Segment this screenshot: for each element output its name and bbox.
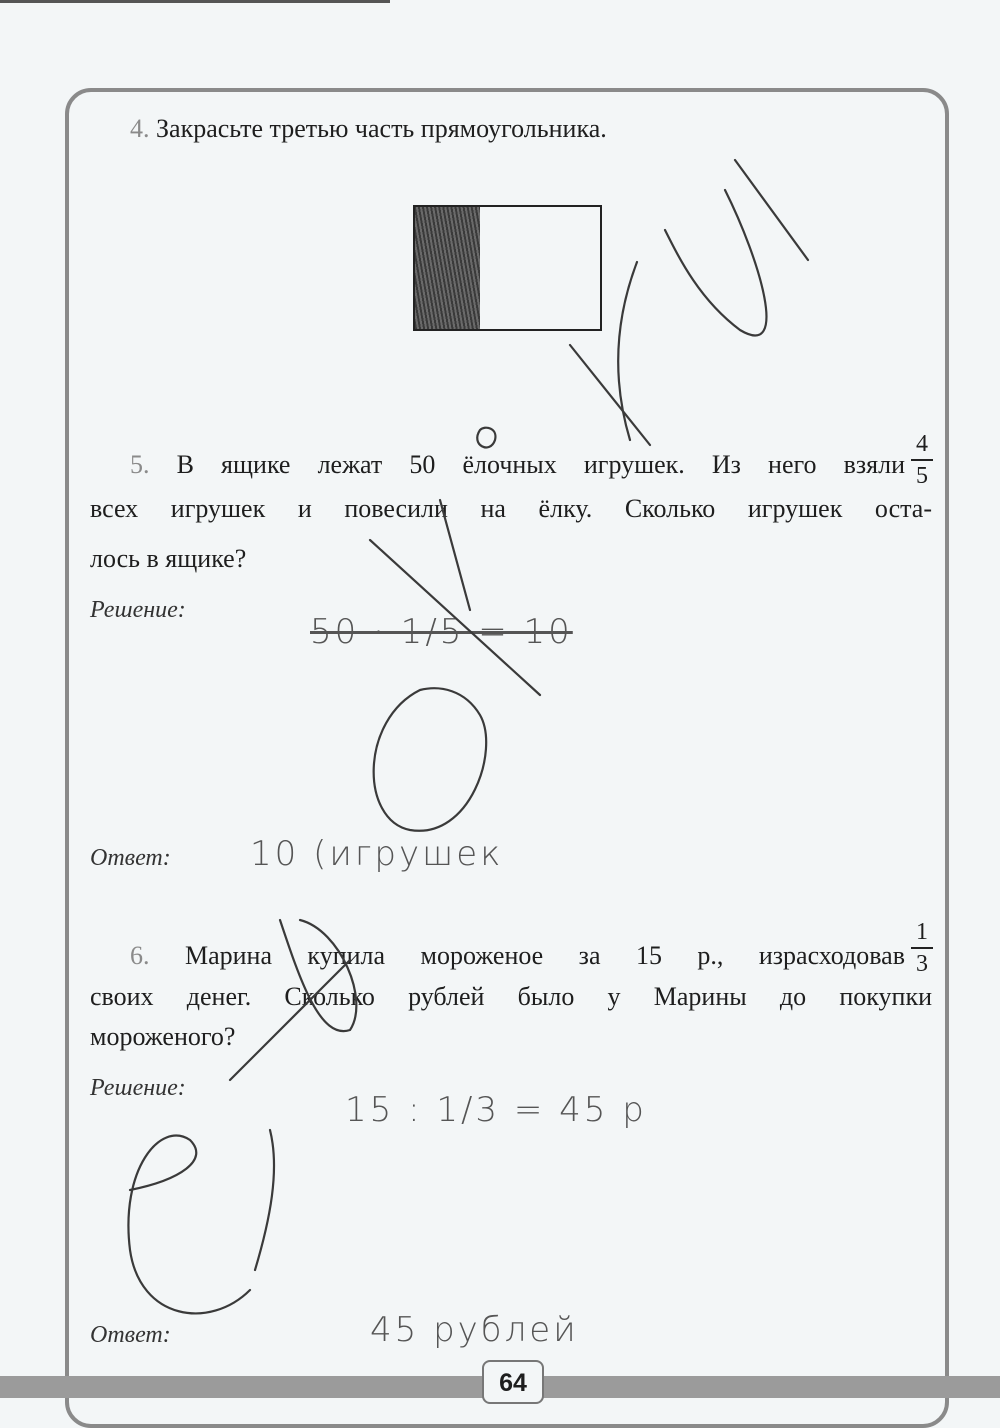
scribble-stroke — [440, 500, 470, 610]
scribble-stroke — [570, 345, 650, 445]
task5-number: 5. — [130, 450, 150, 479]
denominator: 3 — [916, 951, 928, 977]
scribble-stroke — [280, 920, 356, 1031]
task5-handwritten-solution: 50 · 1/5 = 10 — [310, 612, 573, 652]
numerator: 4 — [916, 431, 928, 457]
scribble-stroke — [618, 262, 637, 440]
task4-question: Закрасьте третью часть прямоугольника. — [156, 114, 607, 143]
scribble-stroke — [665, 190, 766, 335]
scribble-stroke — [477, 428, 495, 448]
task6-handwritten-answer: 45 рублей — [370, 1310, 579, 1350]
task4-number: 4. — [130, 114, 150, 143]
task5-line-3: лось в ящике? — [90, 544, 247, 573]
task6-answer-label: Ответ: — [90, 1322, 171, 1348]
task6-text-1: Марина купила мороженое за 15 р., израсходовав — [184, 941, 906, 970]
scribble-stroke — [735, 160, 808, 260]
task6-handwritten-solution: 15 : 1/3 = 45 р — [345, 1090, 647, 1130]
denominator: 5 — [916, 463, 928, 489]
task6-solution-label: Решение: — [90, 1075, 186, 1101]
scribble-stroke — [374, 688, 487, 831]
numerator: 1 — [916, 919, 928, 945]
task6-number: 6. — [130, 941, 150, 970]
page-number: 64 — [482, 1360, 544, 1404]
task5-handwritten-answer: 10 (игрушек — [250, 834, 504, 874]
scribble-stroke — [128, 1136, 250, 1314]
scribble-stroke — [370, 540, 540, 695]
task5-solution-label: Решение: — [90, 597, 186, 623]
scribble-stroke — [230, 960, 350, 1080]
task6-line-3: мороженого? — [90, 1022, 236, 1051]
task5-answer-label: Ответ: — [90, 845, 171, 871]
task5-text-1: В ящике лежат 50 ёлочных игрушек. Из него взяли — [176, 450, 906, 479]
task6-line-2: своих денег. Сколько рублей было у Марины до покупки — [90, 982, 932, 1011]
scribble-stroke — [255, 1130, 274, 1270]
task5-line-2: всех игрушек и повесили на ёлку. Сколько игрушек оста- — [90, 494, 932, 523]
